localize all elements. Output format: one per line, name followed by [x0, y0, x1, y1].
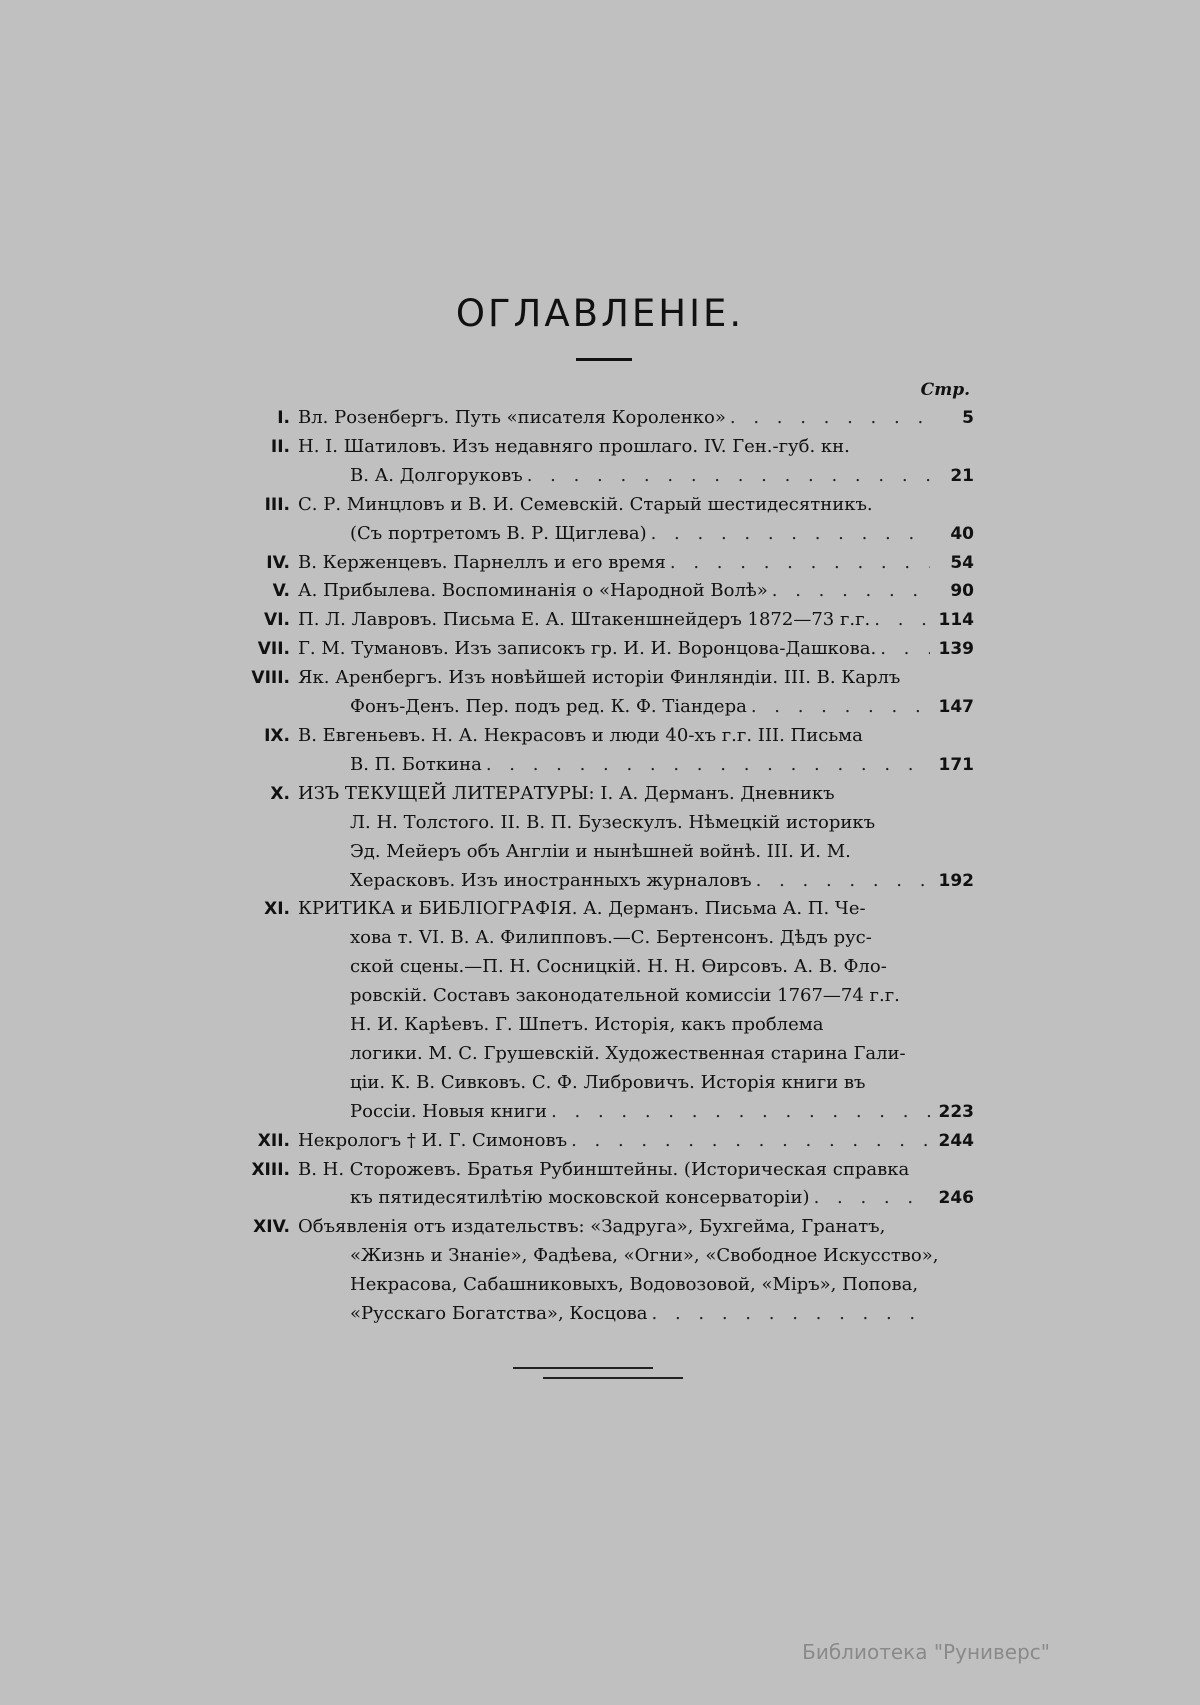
- toc-entry-number: VI.: [264, 610, 290, 631]
- toc-line: [298, 924, 974, 953]
- toc-line: [298, 491, 974, 520]
- toc-line: [298, 1156, 974, 1185]
- toc-page-number: 40: [950, 523, 974, 544]
- toc-entry-number: VII.: [257, 639, 290, 660]
- toc-page-number: 244: [938, 1130, 974, 1151]
- end-rule: [513, 1367, 653, 1369]
- toc-line-text: Н. И. Карѣевъ. Г. Шпетъ. Исторiя, какъ проблема: [350, 1014, 824, 1036]
- toc-line-text: А. Прибылева. Воспоминанiя о «Народной Волѣ»: [298, 580, 768, 602]
- toc-page-number: 147: [938, 697, 974, 718]
- toc-line-text: Россiи. Новыя книги: [350, 1100, 548, 1122]
- toc-line: [298, 664, 974, 693]
- toc-line: [298, 404, 974, 433]
- toc-entry-number: IX.: [264, 725, 290, 746]
- dot-leader: [768, 577, 930, 606]
- toc-line: [298, 1011, 974, 1040]
- toc-line: [298, 1184, 974, 1213]
- toc-line: [298, 1242, 974, 1271]
- toc-line: [298, 751, 974, 780]
- toc-page-number: 21: [950, 465, 974, 486]
- toc-page-number: 54: [950, 552, 974, 573]
- toc-line: [298, 520, 974, 549]
- table-of-contents: [230, 404, 974, 1329]
- toc-line-text: П. Л. Лавровъ. Письма Е. А. Штакеншнейдеръ 1872—73 г.г.: [298, 609, 871, 631]
- toc-page-number: 139: [938, 639, 974, 660]
- toc-entry: [230, 1127, 974, 1156]
- dot-leader: [810, 1184, 930, 1213]
- toc-line: [298, 982, 974, 1011]
- toc-line-text: В. П. Боткина: [350, 753, 482, 775]
- toc-line-text: Н. I. Шатиловъ. Изъ недавняго прошлаго. IV. Ген.-губ. кн.: [298, 435, 850, 457]
- toc-entry-number: XIII.: [251, 1159, 290, 1180]
- toc-line-text: ской сцены.—П. Н. Сосницкiй. Н. Н. Ѳирсовъ. А. В. Фло-: [350, 956, 887, 978]
- toc-line-text: Херасковъ. Изъ иностранныхъ журналовъ: [350, 869, 752, 891]
- toc-entry: [230, 491, 974, 549]
- toc-entry-number: VIII.: [251, 668, 290, 689]
- toc-line: [298, 780, 974, 809]
- toc-line: [298, 1127, 974, 1156]
- toc-line-text: Некрологъ † И. Г. Симоновъ: [298, 1129, 568, 1151]
- toc-line: [298, 433, 974, 462]
- toc-line: [298, 462, 974, 491]
- toc-line-text: ровскiй. Составъ законодательной комиссiи 1767—74 г.г.: [350, 985, 900, 1007]
- dot-leader: [567, 1127, 930, 1156]
- title-rule: [576, 358, 632, 361]
- toc-line-text: «Жизнь и Знанiе», Фадѣева, «Огни», «Свободное Искусство»,: [350, 1245, 939, 1267]
- toc-line: [298, 838, 974, 867]
- toc-line: [298, 1300, 974, 1329]
- toc-entry: [230, 404, 974, 433]
- toc-page-number: 192: [938, 870, 974, 891]
- dot-leader: [666, 549, 930, 578]
- toc-entry-number: II.: [270, 436, 290, 457]
- toc-entry: [230, 722, 974, 780]
- toc-line: [298, 809, 974, 838]
- watermark: Библиотека "Руниверс": [802, 1640, 1050, 1664]
- toc-entry: [230, 635, 974, 664]
- toc-line: [298, 722, 974, 751]
- toc-page-number: [930, 1300, 974, 1329]
- toc-entry: [230, 549, 974, 578]
- toc-line-text: В. Н. Сторожевъ. Братья Рубинштейны. (Историческая справка: [298, 1158, 910, 1180]
- toc-line-text: Эд. Мейеръ объ Англiи и нынѣшней войнѣ. III. И. М.: [350, 840, 851, 862]
- toc-line-text: Некрасова, Сабашниковыхъ, Водовозовой, «Мiръ», Попова,: [350, 1274, 919, 1296]
- toc-line: [298, 549, 974, 578]
- dot-leader: [547, 1098, 930, 1127]
- toc-entry-number: IV.: [266, 552, 290, 573]
- toc-entry-number: III.: [264, 494, 290, 515]
- toc-line: [298, 1069, 974, 1098]
- toc-page-number: 90: [950, 581, 974, 602]
- toc-line: [298, 953, 974, 982]
- toc-line-text: «Русскаго Богатства», Косцова: [350, 1303, 648, 1325]
- toc-line-text: Г. М. Тумановъ. Изъ записокъ гр. И. И. Воронцова-Дашкова.: [298, 638, 877, 660]
- dot-leader: [747, 693, 930, 722]
- toc-line: [298, 606, 974, 635]
- toc-entry: [230, 1213, 974, 1329]
- dot-leader: [647, 520, 930, 549]
- toc-line-text: хова т. VI. В. А. Филипповъ.—С. Бертенсонъ. Дѣдъ рус-: [350, 927, 872, 949]
- toc-entry-number: V.: [272, 581, 290, 602]
- toc-line-text: (Съ портретомъ В. Р. Щиглева): [350, 522, 647, 544]
- toc-entry-number: I.: [277, 408, 290, 428]
- toc-line: [298, 895, 974, 924]
- toc-line: [298, 1213, 974, 1242]
- toc-line: [298, 1098, 974, 1127]
- toc-line: [298, 867, 974, 896]
- end-rule: [543, 1377, 683, 1379]
- toc-entry: [230, 780, 974, 896]
- toc-line-text: ИЗЪ ТЕКУЩЕЙ ЛИТЕРАТУРЫ: I. А. Дерманъ. Дневникъ: [298, 782, 835, 804]
- dot-leader: [752, 867, 930, 896]
- toc-entry: [230, 577, 974, 606]
- toc-line-text: Як. Аренбергъ. Изъ новѣйшей исторiи Финляндiи. III. В. Карлъ: [298, 667, 901, 689]
- dot-leader: [523, 462, 930, 491]
- dot-leader: [876, 635, 930, 664]
- toc-line-text: логики. М. С. Грушевскiй. Художественная старина Гали-: [350, 1042, 906, 1064]
- toc-line-text: С. Р. Минцловъ и В. И. Семевскiй. Старый шестидесятникъ.: [298, 493, 873, 515]
- toc-line-text: Фонъ-Денъ. Пер. подъ ред. К. Ф. Тiандера: [350, 696, 747, 718]
- toc-entry: [230, 433, 974, 491]
- toc-page-number: 223: [938, 1101, 974, 1122]
- page-title: ОГЛАВЛЕНIЕ.: [455, 292, 745, 335]
- dot-leader: [726, 404, 930, 433]
- toc-line: [298, 635, 974, 664]
- toc-entry-number: X.: [270, 783, 290, 804]
- toc-line: [298, 693, 974, 722]
- toc-line-text: КРИТИКА и БИБЛIОГРАФIЯ. А. Дерманъ. Письма А. П. Че-: [298, 898, 866, 920]
- toc-entry: [230, 1156, 974, 1214]
- page-column-label: Стр.: [920, 380, 970, 400]
- toc-entry-number: XIV.: [253, 1217, 290, 1238]
- dot-leader: [482, 751, 930, 780]
- toc-page-number: 114: [938, 610, 974, 631]
- toc-line-text: В. А. Долгоруковъ: [350, 464, 523, 486]
- toc-line: [298, 1271, 974, 1300]
- toc-line: [298, 577, 974, 606]
- toc-line-text: Объявленiя отъ издательствъ: «Задруга», Бухгейма, Гранатъ,: [298, 1216, 886, 1238]
- dot-leader: [870, 606, 930, 635]
- toc-line-text: В. Керженцевъ. Парнеллъ и его время: [298, 551, 666, 573]
- toc-entry: [230, 895, 974, 1126]
- toc-entry-number: XI.: [264, 899, 290, 920]
- toc-line-text: Л. Н. Толстого. II. В. П. Бузескулъ. Нѣмецкiй историкъ: [350, 811, 876, 833]
- toc-line-text: В. Евгеньевъ. Н. А. Некрасовъ и люди 40-хъ г.г. III. Письма: [298, 724, 863, 746]
- toc-line-text: цiи. К. В. Сивковъ. С. Ф. Либровичъ. Исторiя книги въ: [350, 1071, 866, 1093]
- toc-entry: [230, 606, 974, 635]
- toc-page-number: 5: [962, 408, 974, 428]
- toc-line-text: Вл. Розенбергъ. Путь «писателя Короленко»: [298, 407, 726, 428]
- toc-entry-number: XII.: [257, 1130, 290, 1151]
- toc-page-number: 246: [938, 1188, 974, 1209]
- toc-line-text: къ пятидесятилѣтiю московской консерваторiи): [350, 1187, 810, 1209]
- toc-page-number: 171: [938, 754, 974, 775]
- toc-entry: [230, 664, 974, 722]
- dot-leader: [648, 1300, 930, 1329]
- toc-line: [298, 1040, 974, 1069]
